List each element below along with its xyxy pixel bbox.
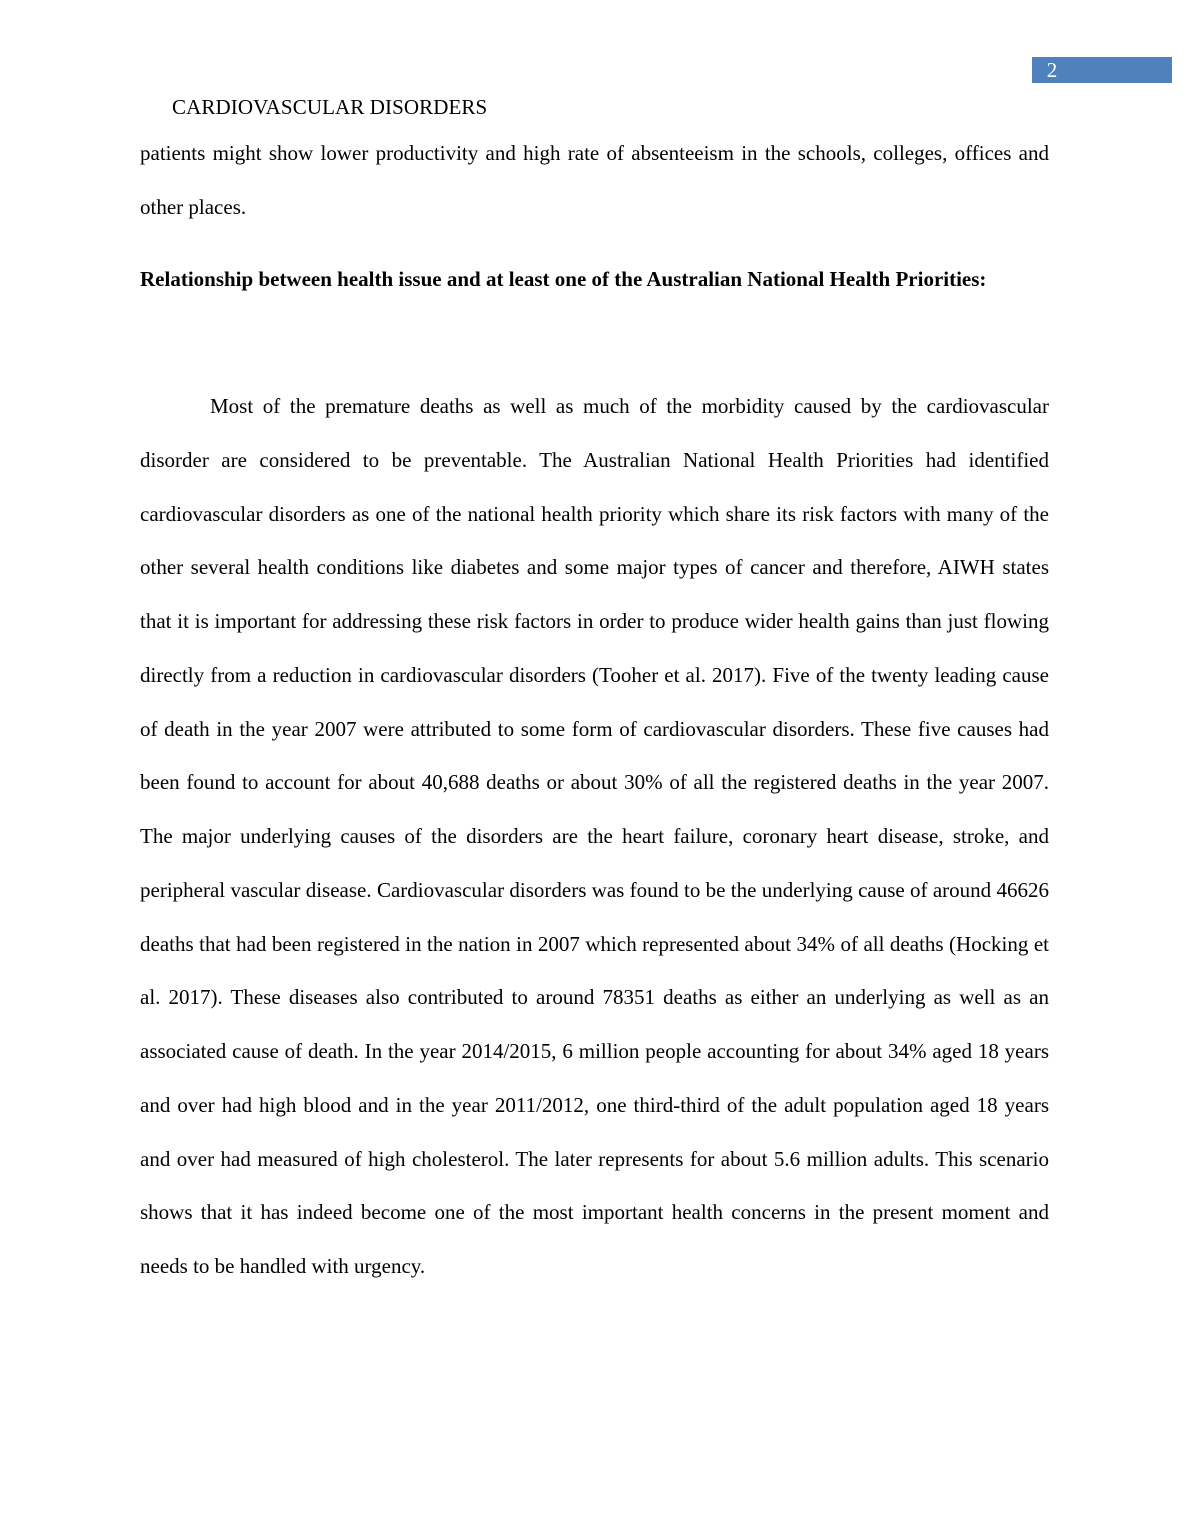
continuation-paragraph: patients might show lower productivity and high rate of absenteeism in the schools, colleges, offices and other places. — [140, 141, 1049, 219]
body-paragraph: Most of the premature deaths as well as much of the morbidity caused by the cardiovascular disorder are considered to be preventable. The Australian National Health Priorities had identified cardiovascular disorders as one of the national health priority which share its risk factors with many of the other several health conditions like diabetes and some major types of cancer and therefore, AIWH states that it is important for addressing these risk factors in order to produce wider health gains than just flowing directly from a reduction in cardiovascular disorders (Tooher et al. 2017). Five of the twenty leading cause of death in the year 2007 were attributed to some form of cardiovascular disorders. These five causes had been found to account for about 40,688 deaths or about 30% of all the registered deaths in the year 2007. The major underlying causes of the disorders are the heart failure, coronary heart disease, stroke, and peripheral vascular disease. Cardiovascular disorders was found to be the underlying cause of around 46626 deaths that had been registered in the nation in 2007 which represented about 34% of all deaths (Hocking et al. 2017). These diseases also contributed to around 78351 deaths as either an underlying as well as an associated cause of death. In the year 2014/2015, 6 million people accounting for about 34% aged 18 years and over had high blood and in the year 2011/2012, one third-third of the adult population aged 18 years and over had measured of high cholesterol. The later represents for about 5.6 million adults. This scenario shows that it has indeed become one of the most important health concerns in the present moment and needs to be handled with urgency. — [140, 394, 1049, 1278]
page-number-box — [1032, 57, 1172, 83]
page-number: 2 — [1046, 58, 1058, 82]
running-head: CARDIOVASCULAR DISORDERS — [172, 95, 488, 119]
section-heading: Relationship between health issue and at least one of the Australian National Health Priorities: — [140, 267, 987, 291]
